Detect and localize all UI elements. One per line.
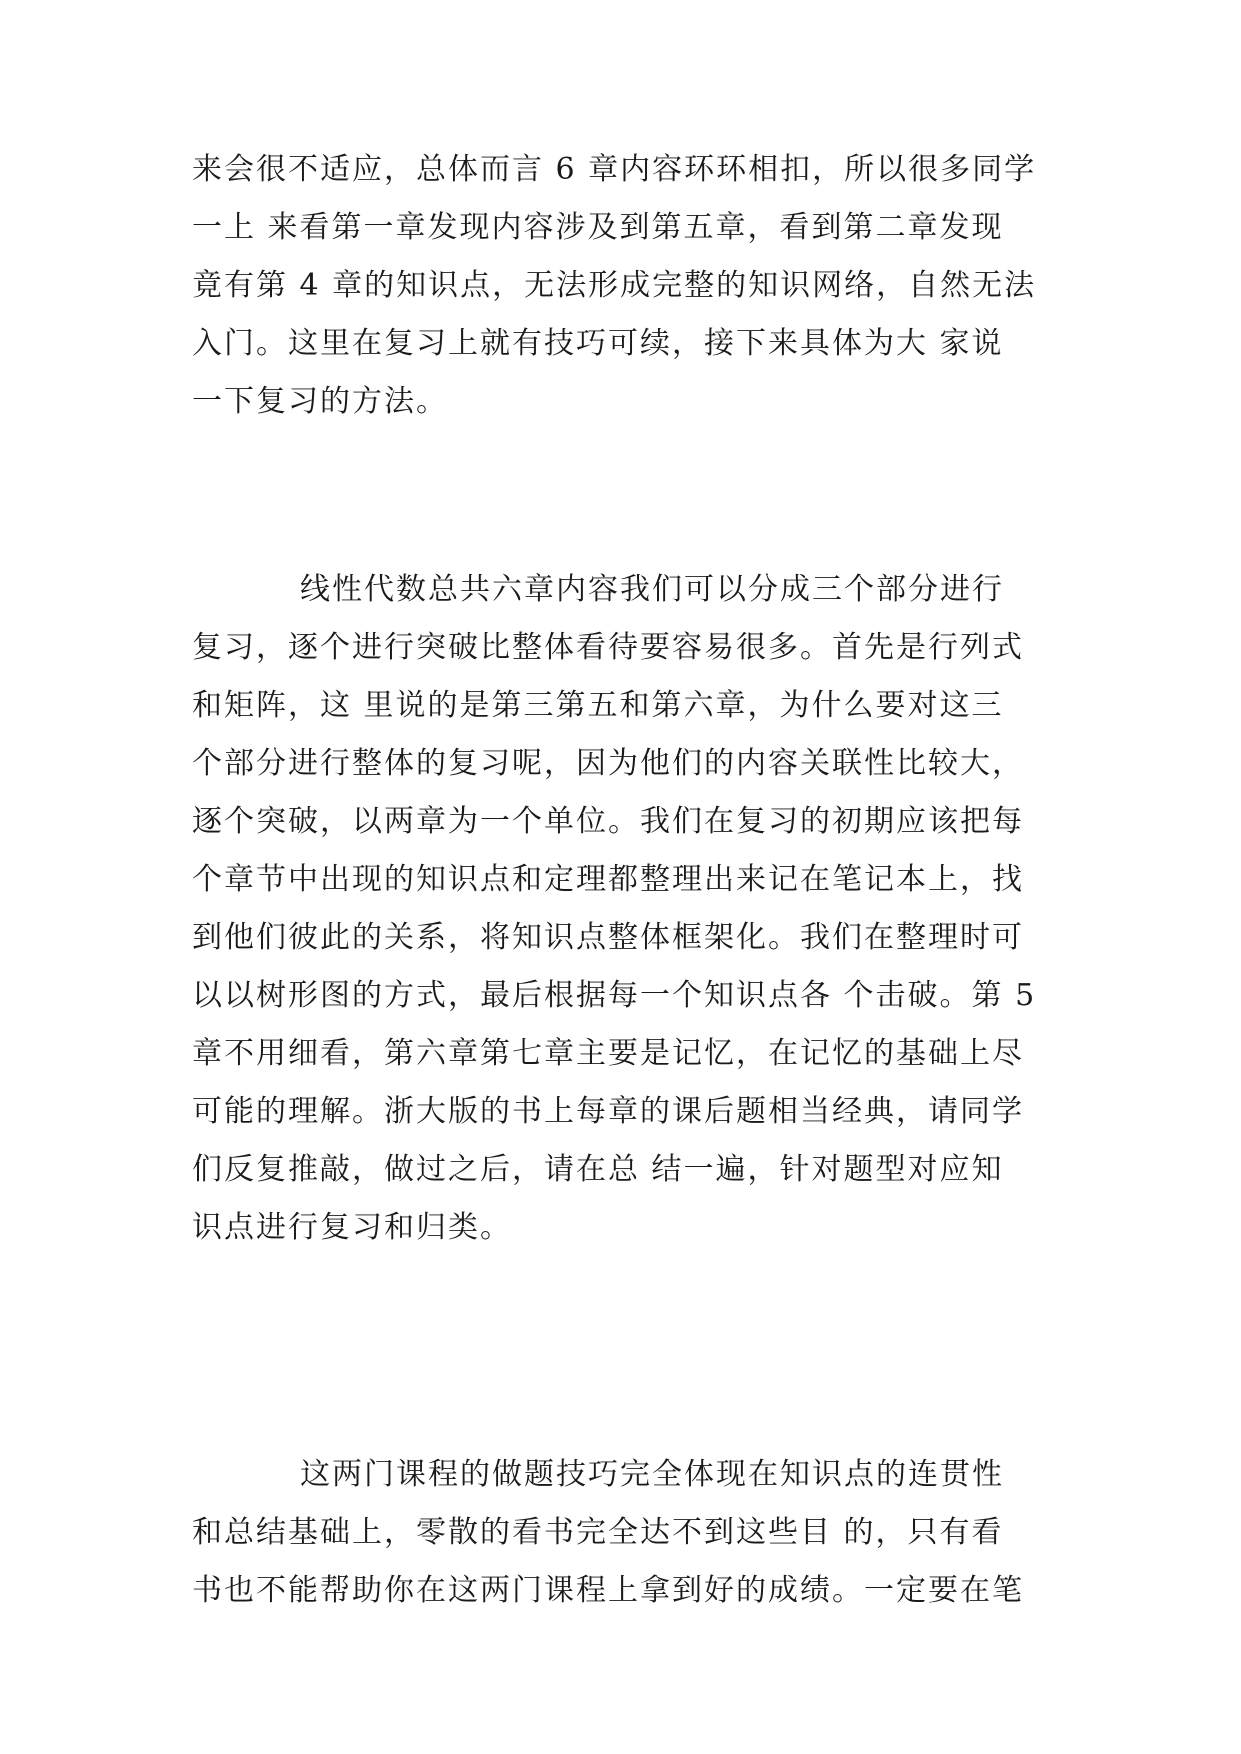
- text-line: 一下复习的方法。: [192, 384, 448, 419]
- text-line: 章不用细看，第六章第七章主要是记忆，在记忆的基础上尽: [192, 1036, 1024, 1071]
- text-line: 入门。这里在复习上就有技巧可续，接下来具体为大 家说: [192, 326, 1004, 361]
- text-line: 个章节中出现的知识点和定理都整理出来记在笔记本上，找: [192, 862, 1024, 897]
- text-line: 和总结基础上，零散的看书完全达不到这些目 的，只有看: [192, 1515, 1004, 1550]
- text-line: 以以树形图的方式，最后根据每一个知识点各 个击破。第 5: [192, 978, 1037, 1013]
- text-line: 来会很不适应，总体而言 6 章内容环环相扣，所以很多同学: [192, 152, 1037, 187]
- text-line: 们反复推敲，做过之后，请在总 结一遍，针对题型对应知: [192, 1152, 1004, 1187]
- text-line: 复习，逐个进行突破比整体看待要容易很多。首先是行列式: [192, 630, 1024, 665]
- text-line: 这两门课程的做题技巧完全体现在知识点的连贯性: [300, 1457, 1004, 1492]
- text-line: 逐个突破，以两章为一个单位。我们在复习的初期应该把每: [192, 804, 1024, 839]
- text-line: 个部分进行整体的复习呢，因为他们的内容关联性比较大，: [192, 746, 1024, 781]
- text-line: 识点进行复习和归类。: [192, 1210, 512, 1245]
- text-line: 可能的理解。浙大版的书上每章的课后题相当经典，请同学: [192, 1094, 1024, 1129]
- text-line: 线性代数总共六章内容我们可以分成三个部分进行: [300, 572, 1004, 607]
- text-line: 和矩阵，这 里说的是第三第五和第六章，为什么要对这三: [192, 688, 1004, 723]
- text-line: 书也不能帮助你在这两门课程上拿到好的成绩。一定要在笔: [192, 1573, 1024, 1608]
- text-line: 竟有第 4 章的知识点，无法形成完整的知识网络，自然无法: [192, 268, 1037, 303]
- text-line: [192, 1266, 1052, 1306]
- text-line: 一上 来看第一章发现内容涉及到第五章，看到第二章发现: [192, 210, 1004, 245]
- text-line: 到他们彼此的关系，将知识点整体框架化。我们在整理时可: [192, 920, 1024, 955]
